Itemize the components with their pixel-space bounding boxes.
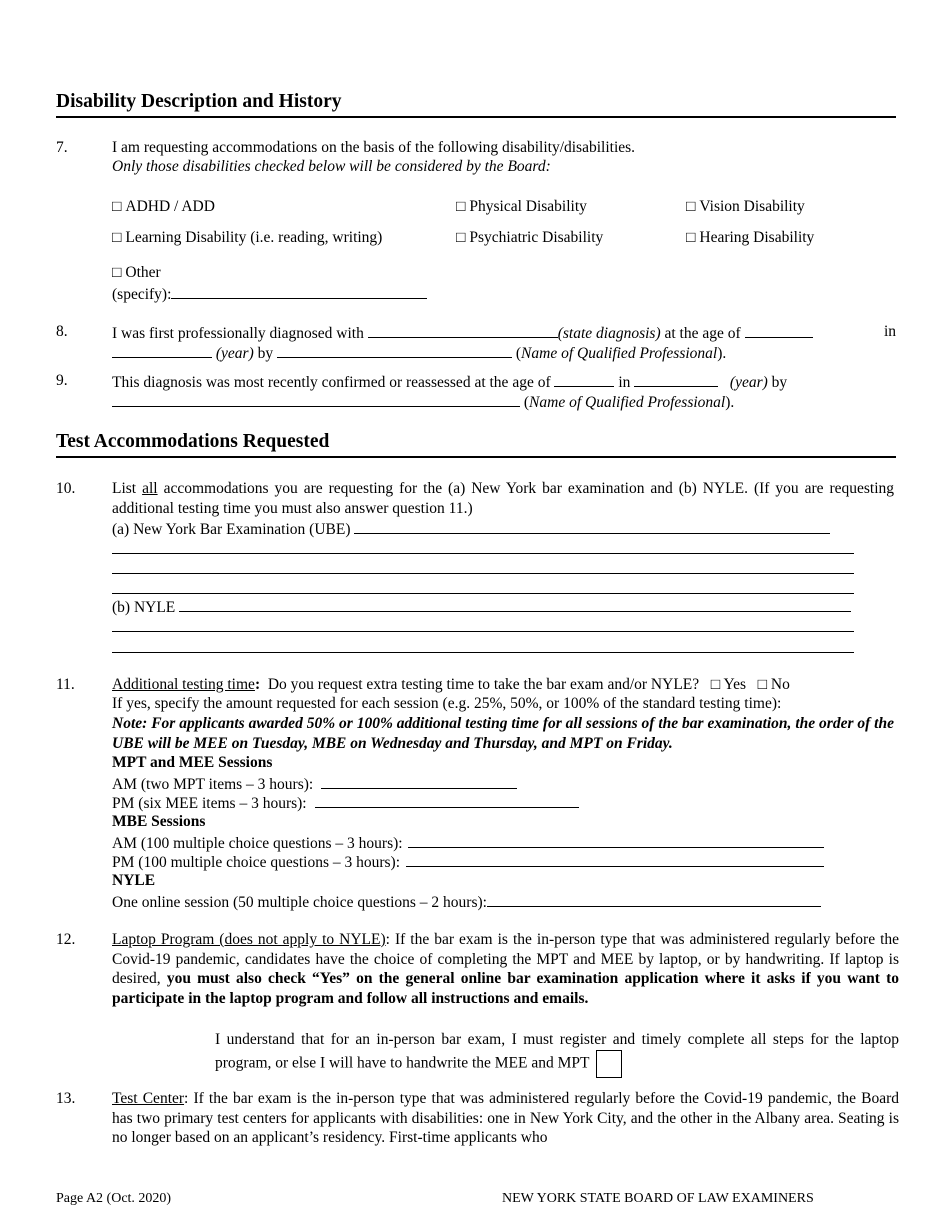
ube-accommodations-line[interactable] xyxy=(112,573,854,574)
q9-line1: This diagnosis was most recently confirmed or reassessed at the age of in (year) by xyxy=(112,371,787,393)
diagnosis-year-field[interactable] xyxy=(112,342,212,358)
checkbox-icon: □ xyxy=(112,198,122,215)
nyle-session-row: One online session (50 multiple choice questions – 2 hours): xyxy=(112,891,821,913)
section-heading-disability: Disability Description and History xyxy=(56,90,896,118)
reassessing-professional-field[interactable] xyxy=(112,391,520,407)
mpt-mee-heading: MPT and MEE Sessions xyxy=(112,754,273,771)
q10b-row: (b) NYLE xyxy=(112,596,851,618)
mpt-am-row: AM (two MPT items – 3 hours): xyxy=(112,773,517,795)
q10-text: List all accommodations you are requesting for the (a) New York bar examination and (b) NYLE. (If you are requesting additional testing time you must also answer question 11.) xyxy=(112,480,895,517)
q8-line2: (year) by (Name of Qualified Professional). xyxy=(112,342,726,364)
checkbox-hearing-disability[interactable]: □ Hearing Disability xyxy=(686,229,815,246)
checkbox-vision-disability[interactable]: □ Vision Disability xyxy=(686,198,805,215)
diagnosis-field[interactable] xyxy=(368,322,558,338)
ube-accommodations-line[interactable] xyxy=(112,553,854,554)
nyle-accommodations-line[interactable] xyxy=(112,652,854,653)
checkbox-icon: □ xyxy=(456,229,466,246)
footer-organization: NEW YORK STATE BOARD OF LAW EXAMINERS xyxy=(502,1191,814,1206)
q11-ifyes: If yes, specify the amount requested for each session (e.g. 25%, 50%, or 100% of the standard testing time): xyxy=(112,695,782,712)
mee-pm-field[interactable] xyxy=(315,792,579,808)
other-specify-field[interactable] xyxy=(171,283,427,299)
reassessment-year-field[interactable] xyxy=(634,371,718,387)
question-number-12: 12. xyxy=(56,931,76,948)
checkbox-adhd[interactable]: □ ADHD / ADD xyxy=(112,198,215,215)
q13-text: Test Center: If the bar exam is the in-person type that was administered regularly before the Covid-19 pandemic, the Board has two primary test centers for applicants with disabilities: one in New York City, and the other in the Albany area. Seating is no longer based on an applicant’s residency. First-time applicants who xyxy=(112,1090,900,1146)
mbe-heading: MBE Sessions xyxy=(112,813,206,830)
checkbox-learning-disability[interactable]: □ Learning Disability (i.e. reading, writing) xyxy=(112,229,383,246)
checkbox-icon: □ xyxy=(757,676,768,693)
mee-pm-row: PM (six MEE items – 3 hours): xyxy=(112,792,579,814)
checkbox-yes[interactable]: □ Yes xyxy=(710,676,747,693)
checkbox-icon: □ xyxy=(710,676,721,693)
question-number-8: 8. xyxy=(56,323,68,340)
q7-intro: I am requesting accommodations on the basis of the following disability/disabilities. xyxy=(112,139,636,156)
checkbox-psychiatric-disability[interactable]: □ Psychiatric Disability xyxy=(456,229,604,246)
section-heading-accommodations: Test Accommodations Requested xyxy=(56,430,896,458)
nyle-heading: NYLE xyxy=(112,872,156,889)
q8-line1: I was first professionally diagnosed with (state diagnosis) at the age of in xyxy=(112,323,896,342)
footer-page-number: Page A2 (Oct. 2020) xyxy=(56,1191,172,1206)
ube-accommodations-line[interactable] xyxy=(112,593,854,594)
diagnosing-professional-field[interactable] xyxy=(277,342,512,358)
nyle-session-field[interactable] xyxy=(487,891,821,907)
q10a-row: (a) New York Bar Examination (UBE) xyxy=(112,518,830,540)
laptop-acknowledgement-checkbox[interactable] xyxy=(596,1050,622,1078)
checkbox-icon: □ xyxy=(686,229,696,246)
checkbox-no[interactable]: □ No xyxy=(757,676,790,693)
q7-instruction: Only those disabilities checked below will be considered by the Board: xyxy=(112,158,551,175)
diagnosis-age-field[interactable] xyxy=(745,322,813,338)
q12-text: Laptop Program (does not apply to NYLE): If the bar exam is the in-person type that was administered regularly before the Covid-19 pandemic, candidates have the choice of completing the MPT and MEE by laptop, or by handwriting. If laptop is desired, you must also check “Yes” on the general online bar examination application where it asks if you want to participate in the laptop program and follow all instructions and emails. xyxy=(112,931,900,1007)
mpt-am-field[interactable] xyxy=(321,773,517,789)
question-number-10: 10. xyxy=(56,480,76,497)
question-number-11: 11. xyxy=(56,676,75,693)
reassessment-age-field[interactable] xyxy=(554,371,614,387)
mbe-pm-row: PM (100 multiple choice questions – 3 hours): xyxy=(112,851,824,873)
checkbox-icon: □ xyxy=(112,264,122,281)
mbe-am-field[interactable] xyxy=(408,832,824,848)
question-number-13: 13. xyxy=(56,1090,76,1107)
q9-line2: (Name of Qualified Professional). xyxy=(112,391,734,413)
mbe-am-row: AM (100 multiple choice questions – 3 hours): xyxy=(112,832,824,854)
checkbox-icon: □ xyxy=(112,229,122,246)
mbe-pm-field[interactable] xyxy=(406,851,824,867)
checkbox-icon: □ xyxy=(456,198,466,215)
checkbox-physical-disability[interactable]: □ Physical Disability xyxy=(456,198,587,215)
question-number-7: 7. xyxy=(56,139,68,156)
checkbox-other[interactable]: □ Other xyxy=(112,264,161,281)
q11-note: Note: For applicants awarded 50% or 100% additional testing time for all sessions of the bar examination, the order of the UBE will be MEE on Tuesday, MBE on Wednesday and Thursday, and MPT on Friday. xyxy=(112,715,894,752)
other-specify-row: (specify): xyxy=(112,283,427,305)
ube-accommodations-field[interactable] xyxy=(354,518,830,534)
nyle-accommodations-line[interactable] xyxy=(112,631,854,632)
checkbox-icon: □ xyxy=(686,198,696,215)
nyle-accommodations-field[interactable] xyxy=(179,596,851,612)
laptop-acknowledgement: I understand that for an in-person bar exam, I must register and timely complete all steps for the laptop program, or else I will have to handwrite the MEE and MPT xyxy=(215,1030,899,1078)
question-number-9: 9. xyxy=(56,372,68,389)
q11-question: Additional testing time: Do you request extra testing time to take the bar exam and/or NYLE? □ Yes □ No xyxy=(112,676,790,693)
